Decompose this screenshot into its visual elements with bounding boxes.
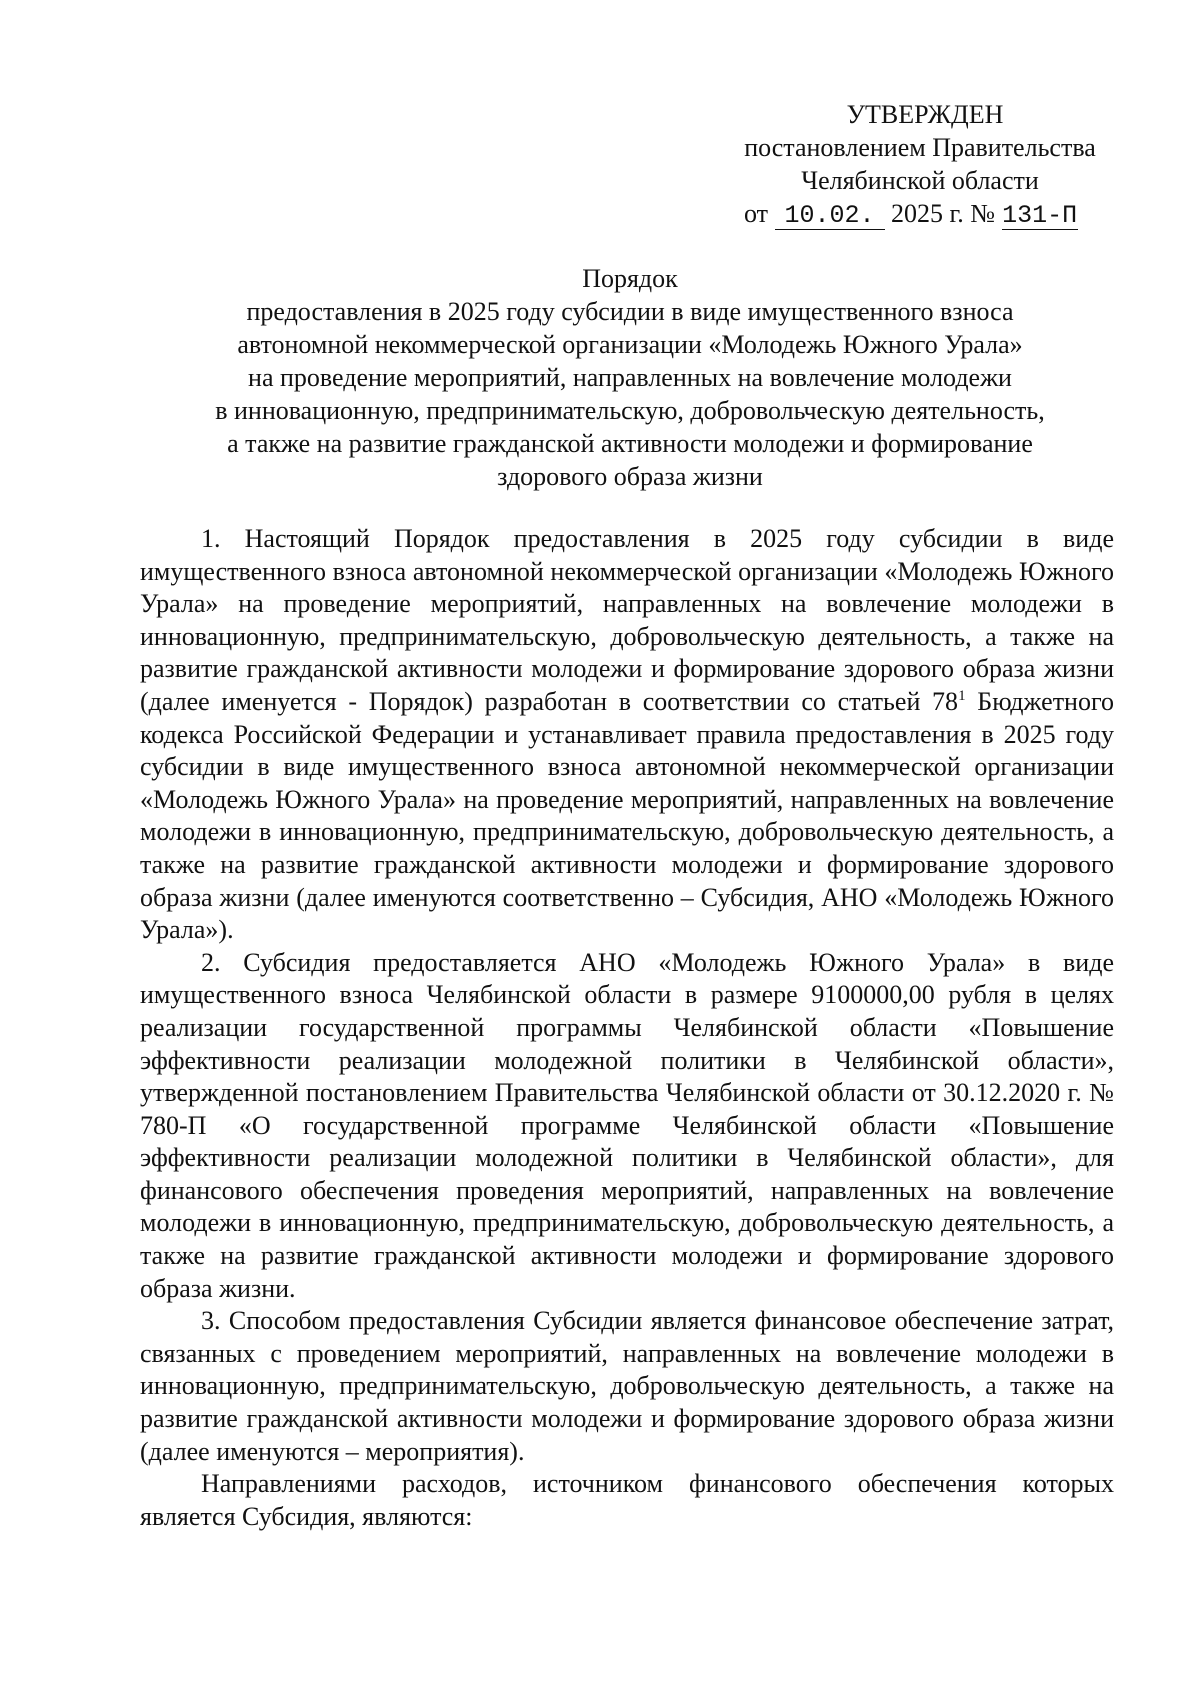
approval-line-2: Челябинской области [801,166,1039,195]
heading-line: а также на развитие гражданской активности молодежи и формирование [227,429,1033,458]
number-value: 131-П [1002,201,1078,230]
date-prefix: от [744,199,769,228]
heading-line: предоставления в 2025 году субсидии в виде имущественного взноса [246,297,1014,326]
paragraph-1 [140,523,1114,947]
heading-line: автономной некоммерческой организации «Молодежь Южного Урала» [237,330,1023,359]
paragraph-4: Направлениями расходов, источником финансового обеспечения которых является Субсидия, являются: [140,1469,1114,1531]
date-blank [775,201,885,230]
heading-line: на проведение мероприятий, направленных на вовлечение молодежи [248,363,1012,392]
paragraph-2: 2. Субсидия предоставляется АНО «Молодежь Южного Урала» в виде имущественного взноса Челябинской области в размере 9100000,00 рубля в целях реализации государственной программы Челябинской области «Повышение эффективности реализации молодежной политики в Челябинской области», утвержденной постановлением Правительства Челябинской области от 30.12.2020 г. № 780-П «О государственной программе Челябинской области «Повышение эффективности реализации молодежной политики в Челябинской области», для финансового обеспечения проведения мероприятий, направленных на вовлечение молодежи в инновационную, предпринимательскую, добровольческую деятельность, а также на развитие гражданской активности молодежи и формирование здорового образа жизни. [140,947,1114,1303]
approval-stamp [720,98,1120,230]
heading-title: Порядок [582,264,678,293]
heading-line: в инновационную, предпринимательскую, добровольческую деятельность, [215,396,1045,425]
paragraph-1-text-a: 1. Настоящий Порядок предоставления в 2025 году субсидии в виде имущественного взноса автономной некоммерческой организации «Молодежь Южного Урала» на проведение мероприятий, направленных на вовлечение молодежи в инновационную, предпринимательскую, добровольческую деятельность, а также на развитие гражданской активности молодежи и формирование здорового образа жизни (далее именуется - Порядок) разработан в соответствии со статьей 78 [140,524,1114,716]
approval-line-1: постановлением Правительства [744,133,1096,162]
date-suffix: 2025 г. № [891,199,996,228]
date-value: 10.02. [784,201,875,230]
approval-title: УТВЕРЖДЕН [846,100,1004,129]
document-body [140,523,1114,1533]
article-superscript: 1 [958,687,966,704]
heading-line: здорового образа жизни [497,462,763,491]
paragraph-1-text-b: Бюджетного кодекса Российской Федерации и устанавливает правила предоставления в 2025 году субсидии в виде имущественного взноса автономной некоммерческой организации «Молодежь Южного Урала» на проведение мероприятий, направленных на вовлечение молодежи в инновационную, предпринимательскую, добровольческую деятельность, а также на развитие гражданской активности молодежи и формирование здорового образа жизни (далее именуются соответственно – Субсидия, АНО «Молодежь Южного Урала»). [140,686,1114,945]
number-blank [1002,201,1078,230]
document-heading [140,262,1120,493]
paragraph-3: 3. Способом предоставления Субсидии является финансовое обеспечение затрат, связанных с проведением мероприятий, направленных на вовлечение молодежи в инновационную, предпринимательскую, добровольческую деятельность, а также на развитие гражданской активности молодежи и формирование здорового образа жизни (далее именуются – мероприятия). [140,1306,1114,1466]
approval-date-row [720,197,1120,230]
